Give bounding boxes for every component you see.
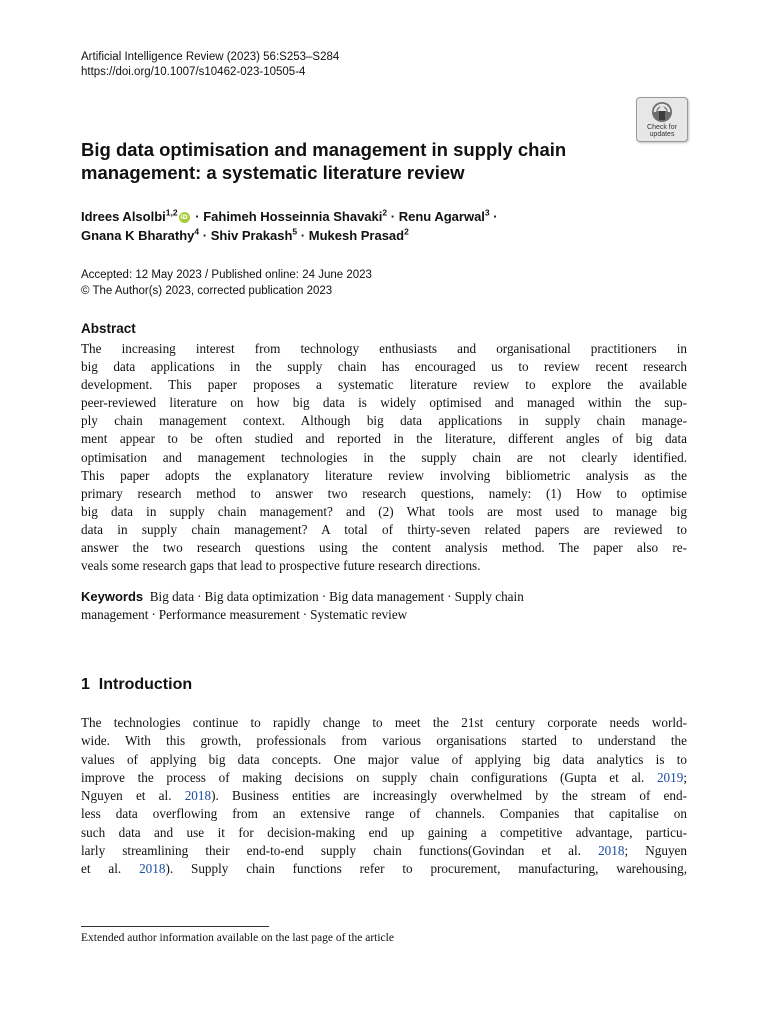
citation-link[interactable]: 2019 (656, 769, 684, 785)
intro-line: Nguyen et al. 2018). Business entities are increasingly overwhelmed by the stream of end- (81, 788, 687, 804)
keyword: Big data management (329, 589, 445, 604)
abstract-line: ment appear to be often studied and reported in the literature, different angles of big data (81, 431, 687, 447)
intro-line: The technologies continue to rapidly change to meet the 21st century corporate needs world- (81, 715, 687, 730)
keyword-separator: · (151, 606, 156, 622)
intro-line: such data and use it for decision-making end up gaining a competitive advantage, particu- (81, 824, 687, 840)
author-separator: · (390, 209, 396, 224)
section-title: Introduction (98, 676, 193, 693)
author-name[interactable]: Renu Agarwal (398, 209, 485, 224)
keyword: Performance measurement (158, 606, 300, 622)
abstract-line: answer the two research questions using the content analysis method. The paper also re- (81, 540, 687, 556)
journal-citation: Artificial Intelligence Review (2023) 56:S253–S284 (81, 51, 340, 63)
citation-link[interactable]: 2018 (139, 861, 166, 877)
abstract-line: big data in supply chain management? and (2) What tools are most used to manage big (81, 503, 687, 519)
citation-link[interactable]: 2018 (598, 843, 625, 859)
keyword: Supply chain (454, 589, 524, 604)
affiliation-mark: 5 (292, 226, 298, 237)
abstract-line: veals some research gaps that lead to prospective future research directions. (81, 558, 481, 574)
citation-link[interactable]: 2018 (184, 788, 212, 804)
keyword-separator: · (321, 589, 327, 604)
abstract-line: ply chain management context. Although big data applications in supply chain manage- (81, 413, 687, 429)
author-name[interactable]: Gnana K Bharathy (81, 228, 195, 243)
intro-line: less data overflowing from an extensive range of channels. Companies that capitalise on (81, 806, 687, 822)
intro-line: improve the process of making decisions on supply chain configurations (Gupta et al. 2019; (81, 769, 687, 785)
keywords-block (81, 588, 687, 623)
intro-line: values of applying big data concepts. One major value of applying big data analytics is to (81, 751, 687, 767)
keyword-separator: · (302, 606, 308, 622)
intro-line: wide. With this growth, professionals from various organisations started to understand the (81, 733, 687, 749)
section-number: 1 (81, 676, 90, 693)
check-for-updates-badge[interactable] (636, 97, 688, 142)
author-separator: · (195, 209, 200, 224)
keyword: Big data (149, 589, 195, 604)
author-name[interactable]: Shiv Prakash (210, 228, 293, 243)
affiliation-mark: 2 (404, 226, 409, 237)
abstract-line: development. This paper proposes a systematic literature review to explore the available (81, 377, 687, 393)
keyword: Systematic review (310, 606, 408, 622)
accepted-published-date: Accepted: 12 May 2023 / Published online: 24 June 2023 (81, 269, 372, 281)
check-for-updates-icon (650, 101, 674, 123)
abstract-line: optimisation and management technologies in the supply chain are not clearly identified. (81, 449, 687, 465)
abstract-heading: Abstract (81, 321, 136, 336)
keyword: Big data optimization (204, 589, 319, 604)
doi-link[interactable]: https://doi.org/10.1007/s10462-023-10505-4 (81, 66, 306, 78)
abstract-line: This paper adopts the explanatory literature review involving bibliometric analysis as the (81, 467, 687, 483)
affiliation-mark: 2 (382, 207, 388, 218)
affiliation-mark: 3 (484, 207, 490, 218)
abstract-line: primary research method to answer two research questions, namely: (1) How to optimise (81, 485, 687, 501)
keyword: management (81, 606, 149, 622)
section-heading (81, 676, 192, 694)
affiliation-mark: 1,2 (165, 207, 178, 218)
author-separator: · (202, 228, 208, 243)
introduction-body (81, 714, 687, 879)
keyword-separator: · (197, 589, 202, 604)
footnote: Extended author information available on the last page of the article (81, 932, 394, 944)
copyright-notice: © The Author(s) 2023, corrected publication 2023 (81, 284, 333, 297)
intro-line: et al. 2018). Supply chain functions refer to procurement, manufacturing, warehousing, (81, 861, 687, 877)
author-name[interactable]: Mukesh Prasad (308, 228, 405, 243)
orcid-icon[interactable]: iD (180, 214, 188, 222)
paper-title: Big data optimisation and management in supply chain management: a systematic literature review (81, 139, 567, 183)
author-separator: · (493, 209, 498, 224)
abstract-line: data in supply chain management? A total of thirty-seven related papers are reviewed to (81, 521, 687, 537)
author-separator: · (300, 228, 306, 243)
keywords-label: Keywords (81, 589, 144, 604)
badge-label: Check for updates (647, 124, 677, 138)
abstract-body (81, 340, 687, 575)
abstract-line: peer-reviewed literature on how big data is widely optimised and managed within the sup- (81, 395, 687, 411)
author-name[interactable]: Idrees Alsolbi (81, 209, 166, 224)
publication-dates (81, 268, 372, 299)
abstract-line: big data applications in the supply chain has encouraged us to review recent research (81, 359, 687, 375)
abstract-line: The increasing interest from technology enthusiasts and organisational practitioners in (81, 341, 687, 356)
author-name[interactable]: Fahimeh Hosseinnia Shavaki (203, 209, 383, 224)
author-list (81, 207, 641, 245)
intro-line: larly streamlining their end-to-end supply chain functions(Govindan et al. 2018; Nguyen (81, 843, 687, 859)
journal-header (81, 50, 339, 80)
footnote-divider (81, 926, 269, 927)
affiliation-mark: 4 (194, 226, 200, 237)
keyword-separator: · (447, 589, 452, 604)
